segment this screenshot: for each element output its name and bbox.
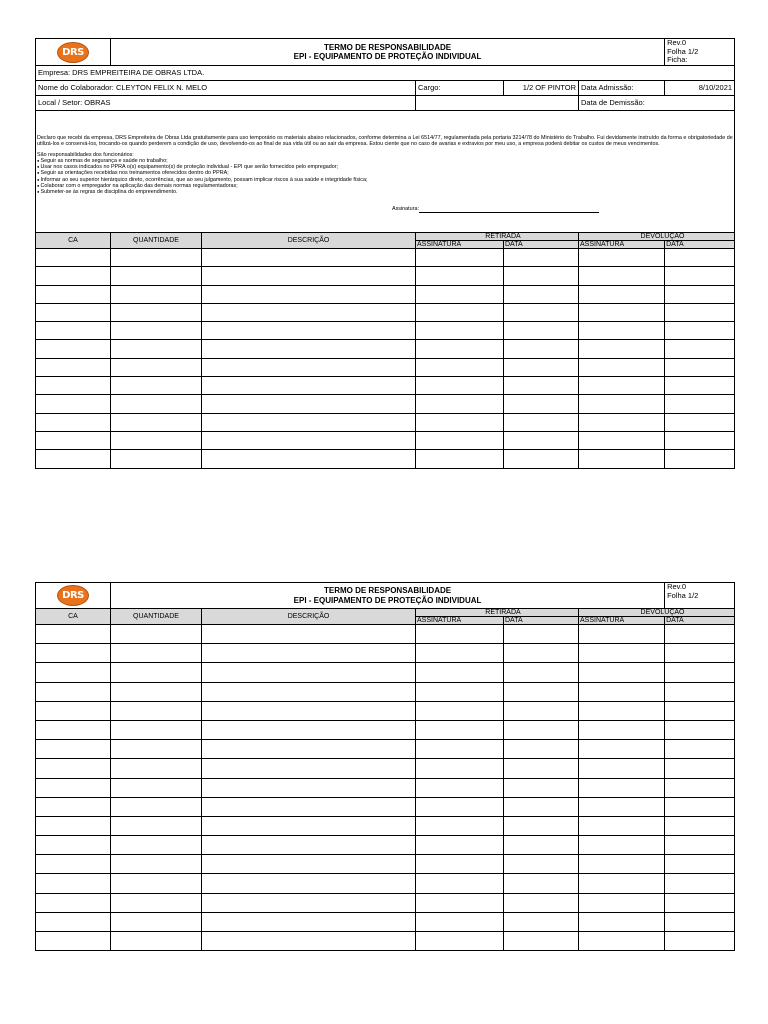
- table-row: [36, 701, 735, 720]
- folha-label: Folha 1/2: [667, 590, 699, 600]
- drs-logo: DRS: [57, 585, 89, 606]
- logo-cell: [36, 39, 111, 66]
- col-devolucao-data: DATA: [665, 241, 735, 249]
- responsibility-item: ● Seguir as orientações recebidas nos treinamentos oferecidos dentro do PPRA;: [37, 170, 733, 176]
- declaration-row: [36, 111, 735, 233]
- table-row: [36, 778, 735, 797]
- col-retirada-data: DATA: [504, 617, 579, 625]
- epi-rows-2: [36, 625, 735, 951]
- revision-label: Rev.0: [667, 38, 687, 47]
- local-field: Local / Setor: OBRAS: [36, 96, 416, 111]
- local-blank: [416, 96, 579, 111]
- title-line-1: TERMO DE RESPONSABILIDADE: [323, 586, 452, 595]
- col-devolucao-assinatura: ASSINATURA: [579, 241, 665, 249]
- table-row: [36, 395, 735, 413]
- form-title: [111, 583, 665, 609]
- table-row: [36, 663, 735, 682]
- col-ca: CA: [36, 609, 111, 625]
- table-row: [36, 797, 735, 816]
- local-row: [36, 96, 735, 111]
- declaration-text: Declaro que recebi da empresa, DRS Empreiteira de Obras Ltda gratuitamente para uso temporário os materiais abaixo relacionados, conforme determina a Lei 6514/77, regulamentada pela portaria 3214/78 do Ministério do Trabalho. Fui devidamente instruído da forma e obrigatoriedade de utilizá-los e conservá-los, trocando-os quando perderem a condição de uso, devolvendo-os ao final de sua vida útil ou ao sair da empresa. Estou ciente que no caso de avarias e extravios por meu uso, a empresa poderá debitar os custos de meus vencimentos.: [37, 135, 733, 148]
- col-retirada-assinatura: ASSINATURA: [416, 241, 504, 249]
- col-devolucao: DEVOLUÇÃO: [579, 233, 735, 241]
- revision-block: [665, 583, 735, 609]
- responsibility-item: ● Usar nos casos indicados no PPRA o(s) equipamento(s) de proteção individual - EPI que serão fornecidos pelo empregador;: [37, 164, 733, 170]
- drs-logo: DRS: [57, 42, 89, 63]
- admissao-value: 8/10/2021: [665, 81, 735, 96]
- signature-line[interactable]: [37, 205, 733, 213]
- col-devolucao-data: DATA: [665, 617, 735, 625]
- logo-cell: [36, 583, 111, 609]
- table-row: [36, 740, 735, 759]
- col-descricao: DESCRIÇÃO: [202, 233, 416, 249]
- responsibility-item: ● Informar ao seu superior hierárquico direto, ocorrências, que ao seu julgamento, possam implicar riscos à sua saúde e integridade física;: [37, 177, 733, 183]
- responsibilities-list: [37, 158, 733, 195]
- table-row: [36, 340, 735, 358]
- responsibility-item: ● Seguir as normas de segurança e saúde no trabalho;: [37, 158, 733, 164]
- col-quantidade: QUANTIDADE: [111, 609, 202, 625]
- col-retirada-assinatura: ASSINATURA: [416, 617, 504, 625]
- cargo-value: 1/2 OF PINTOR: [504, 81, 579, 96]
- epi-rows-1: [36, 249, 735, 469]
- title-line-2: EPI - EQUIPAMENTO DE PROTEÇÃO INDIVIDUAL: [293, 595, 482, 605]
- col-descricao: DESCRIÇÃO: [202, 609, 416, 625]
- responsibility-item: ● Submeter-se às regras de disciplina do empreendimento.: [37, 189, 733, 195]
- table-row: [36, 322, 735, 340]
- responsibility-item: ● Colaborar com o empregador na aplicação das demais normas regulamentadoras;: [37, 183, 733, 189]
- cargo-label: Cargo:: [416, 81, 504, 96]
- table-row: [36, 450, 735, 468]
- col-ca: CA: [36, 233, 111, 249]
- col-retirada: RETIRADA: [416, 233, 579, 241]
- form-table-1: [35, 38, 735, 469]
- table-row: [36, 932, 735, 951]
- admissao-label: Data Admissão:: [579, 81, 665, 96]
- folha-label: Folha 1/2: [667, 46, 699, 56]
- table-row: [36, 874, 735, 893]
- column-header-row: [36, 609, 735, 617]
- table-row: [36, 249, 735, 267]
- table-row: [36, 377, 735, 395]
- table-row: [36, 682, 735, 701]
- table-row: [36, 644, 735, 663]
- col-quantidade: QUANTIDADE: [111, 233, 202, 249]
- col-retirada-data: DATA: [504, 241, 579, 249]
- form-sheet-2: [35, 582, 734, 951]
- responsibilities-title: São responsabilidades dos funcionários:: [37, 152, 134, 159]
- table-row: [36, 285, 735, 303]
- demissao-label: Data de Demissão:: [579, 96, 735, 111]
- table-row: [36, 893, 735, 912]
- col-devolucao-assinatura: ASSINATURA: [579, 617, 665, 625]
- form-title: [111, 39, 665, 66]
- table-row: [36, 303, 735, 321]
- empresa-row: [36, 66, 735, 81]
- form-table-2: [35, 582, 735, 951]
- column-header-row: [36, 233, 735, 241]
- empresa-field: Empresa: DRS EMPREITEIRA DE OBRAS LTDA.: [36, 66, 735, 81]
- table-row: [36, 720, 735, 739]
- title-line-2: EPI - EQUIPAMENTO DE PROTEÇÃO INDIVIDUAL: [293, 52, 482, 61]
- col-devolucao: DEVOLUÇÃO: [579, 609, 735, 617]
- table-row: [36, 267, 735, 285]
- colaborador-row: [36, 81, 735, 96]
- table-row: [36, 855, 735, 874]
- table-row: [36, 413, 735, 431]
- table-row: [36, 431, 735, 449]
- header-row: [36, 583, 735, 609]
- colaborador-field: Nome do Colaborador: CLEYTON FELIX N. MELO: [36, 81, 416, 96]
- table-row: [36, 912, 735, 931]
- title-line-1: TERMO DE RESPONSABILIDADE: [323, 42, 452, 52]
- header-row: [36, 39, 735, 66]
- revision-label: Rev.0: [667, 582, 687, 591]
- revision-block: [665, 39, 735, 66]
- form-sheet-1: [35, 38, 734, 469]
- declaration-block: [36, 111, 735, 233]
- ficha-label: Ficha:: [667, 55, 688, 64]
- col-retirada: RETIRADA: [416, 609, 579, 617]
- table-row: [36, 358, 735, 376]
- table-row: [36, 625, 735, 644]
- table-row: [36, 836, 735, 855]
- signature-label: Assinatura:: [392, 205, 419, 212]
- table-row: [36, 816, 735, 835]
- table-row: [36, 759, 735, 778]
